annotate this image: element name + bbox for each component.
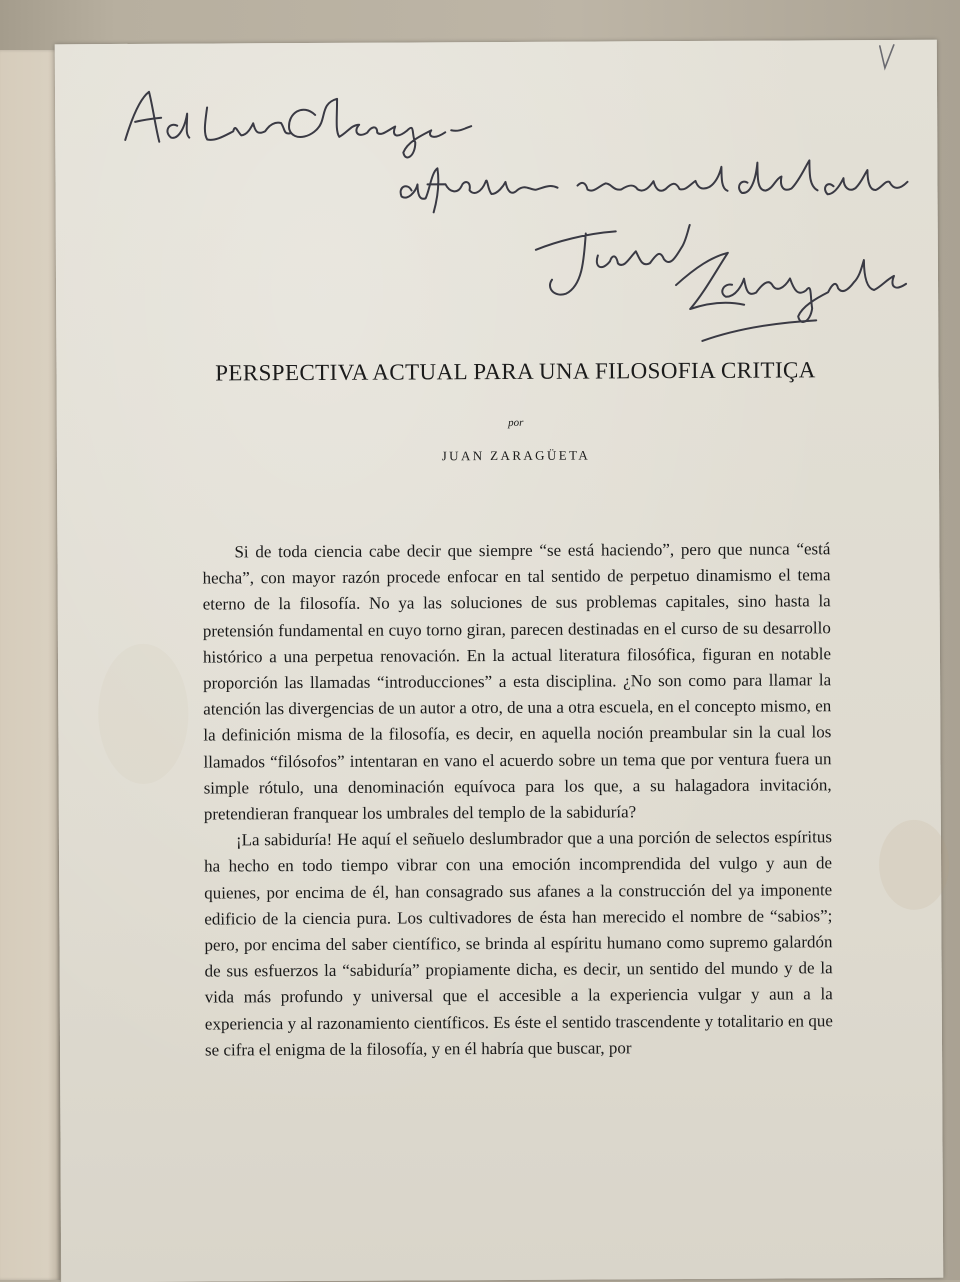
document-page (55, 40, 943, 1282)
paper-stain (98, 644, 189, 784)
paper-stain (879, 820, 949, 910)
byline-por: por (508, 416, 524, 429)
page-content (200, 40, 834, 1281)
article-title: PERSPECTIVA ACTUAL PARA UNA FILOSOFIA CRITIÇA (215, 357, 816, 386)
article-author: JUAN ZARAGÜETA (441, 447, 591, 464)
underlying-sheet-edge (0, 50, 60, 1280)
paragraph-2: ¡La sabiduría! He aquí el señuelo deslumbrador que a una porción de selectos espíritus ha hecho en todo tiempo vibrar con una emoción incomprendida del vulgo y aun de quienes, por encima de él, han consagrado sus afanes a la construcción del ya imponente edificio de la ciencia pura. Los cultivadores de ésta han merecido el nombre de “sabios”; pero, por encima del saber científico, se brinda al espíritu humano como supremo galardón de sus esfuerzos la “sabiduría” propiamente dicha, es decir, un sentido del mundo y de la vida más profundo y universal que el accesible a la experiencia vulgar y aun a la experiencia y al razonamiento científicos. Es éste el sentido trascendente y totalitario en que se cifra el enigma de la filosofía, y en él habría que buscar, por (204, 827, 833, 1060)
paragraph-1: Si de toda ciencia cabe decir que siempre “se está haciendo”, pero que nunca “está hecha”, con mayor razón procede enfocar en tal sentido de perpetuo dinamismo el tema eterno de la filosofía. No ya las soluciones de sus problemas capitales, sino hasta la pretensión fundamental en cuyo torno giran, parecen destinadas en el curso de su desarrollo histórico a una perpetua renovación. En la actual literatura filosófica, figuran en notable proporción las llamadas “introducciones” a esta disciplina. ¿No son como para llamar la atención las divergencias de un autor a otro, de una a otra escuela, en el concepto mismo, en la definición misma de la filosofía, es decir, en aquella noción preambular sin la cual los llamados “filósofos” intentaran en vano el acuerdo sobre un tema que por ventura fuera un simple rótulo, una denominación equívoca para los que, a su halagadora invitación, pretendieran franquear los umbrales del templo de la sabiduría? (202, 539, 832, 824)
article-header (201, 356, 830, 465)
article-body (202, 536, 833, 1063)
pencil-tick-mark (877, 44, 897, 72)
